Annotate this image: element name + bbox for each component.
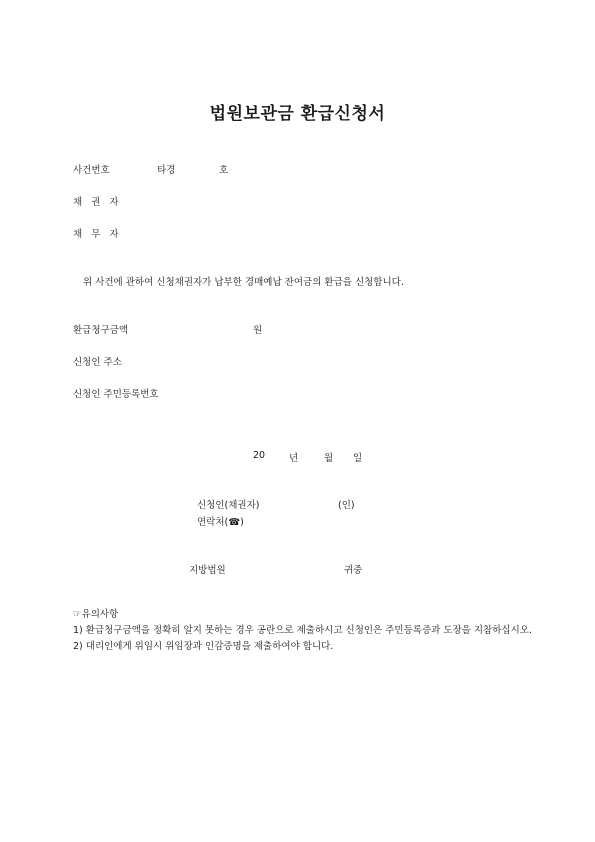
statement-text: 위 사건에 관하여 신청채권자가 납부한 경매예납 잔여금의 환급을 신청합니다. <box>83 277 404 288</box>
date-year: 년 <box>289 453 299 464</box>
applicant-id-label: 신청인 주민등록번호 <box>73 389 159 400</box>
seal-mark: (인) <box>338 500 355 511</box>
date-day: 일 <box>353 453 363 464</box>
contact-label: 연락처(☎) <box>197 517 244 528</box>
case-type: 타경 <box>157 165 176 176</box>
debtor-label: 채 무 자 <box>73 229 122 240</box>
applicant-signature-label: 신청인(채권자) <box>197 500 260 511</box>
notes-section <box>73 607 533 655</box>
note-item: 2) 대리인에게 위임시 위임장과 인감증명을 제출하여야 합니다. <box>73 641 334 652</box>
date-prefix: 20 <box>253 450 266 461</box>
case-number-label: 사건번호 <box>73 165 110 176</box>
amount-unit: 원 <box>253 325 263 336</box>
creditor-label: 채 권 자 <box>73 197 122 208</box>
applicant-address-label: 신청인 주소 <box>73 357 122 368</box>
case-suffix: 호 <box>219 165 229 176</box>
note-item: 1) 환급청구금액을 정확히 알지 못하는 경우 공란으로 제출하시고 신청인은 주민등록증과 도장을 지참하십시오. <box>73 625 532 636</box>
refund-amount-label: 환급청구금액 <box>73 325 129 336</box>
document-title: 법원보관금 환급신청서 <box>209 104 386 124</box>
addressee-label: 귀중 <box>344 565 363 576</box>
date-month: 월 <box>324 453 334 464</box>
notes-heading: ☞유의사항 <box>73 609 119 620</box>
court-label: 지방법원 <box>189 565 226 576</box>
